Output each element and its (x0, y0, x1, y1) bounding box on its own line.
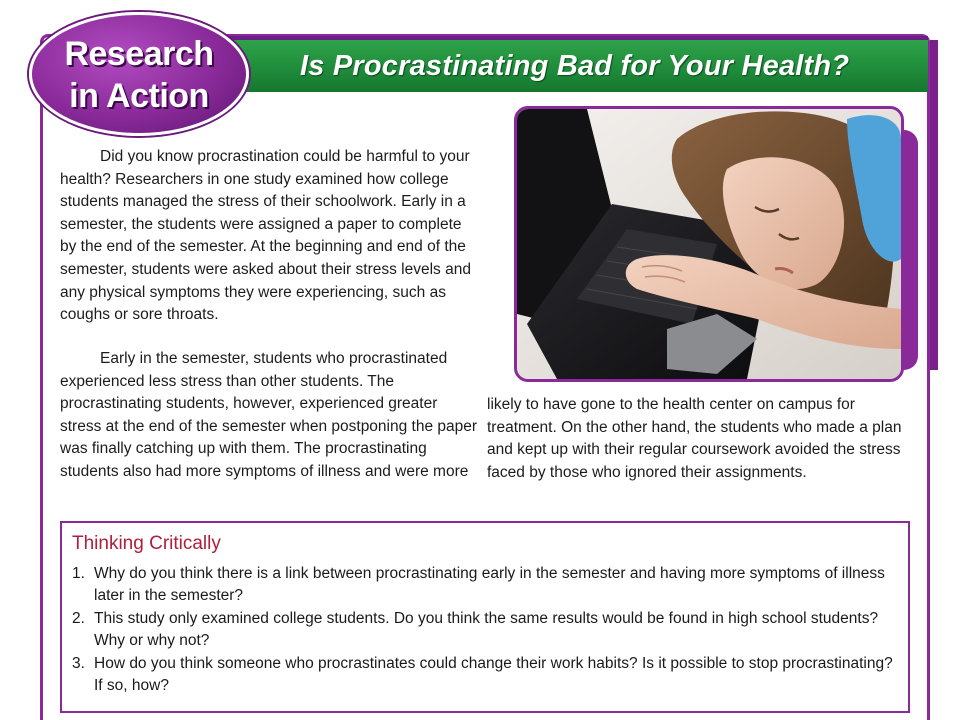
badge-line-1: Research (64, 35, 214, 73)
thinking-critically-title: Thinking Critically (72, 533, 221, 554)
question-item (72, 653, 897, 696)
question-list (72, 563, 897, 698)
question-number: 1. (72, 565, 85, 582)
question-item (72, 608, 897, 651)
question-number: 3. (72, 655, 85, 672)
page-title: Is Procrastinating Bad for Your Health? (300, 50, 850, 82)
title-banner (200, 36, 928, 92)
article-paragraph-3: likely to have gone to the health center on campus for treatment. On the other hand, the students who made a plan and kept up with their regular coursework avoided the stress faced by those who ignored their assignments. (487, 396, 902, 481)
thinking-critically-box (60, 521, 910, 713)
article-paragraph-2: Early in the semester, students who procrastinated experienced less stress than other students. The procrastinating students, however, experienced greater stress at the end of the semester when postponing the paper was finally catching up with them. The procrastinating students also had more symptoms of illness and were more (60, 350, 478, 480)
research-in-action-badge (29, 12, 249, 136)
article-paragraph-1: Did you know procrastination could be harmful to your health? Researchers in one study examined how college students managed the stress of their schoolwork. Early in a semester, the students were assigned a paper to complete by the end of the semester. At the beginning and end of the semester, students were asked about their stress levels and any physical symptoms they were experiencing, such as coughs or sore throats. (60, 148, 471, 324)
frame-accent-bar (930, 40, 938, 370)
question-text: This study only examined college students. Do you think the same results would be found in high school students? Why or why not? (94, 610, 879, 649)
question-item (72, 563, 897, 606)
question-number: 2. (72, 610, 85, 627)
photo-illustration (517, 109, 901, 379)
question-text: Why do you think there is a link between procrastinating early in the semester and having more symptoms of illness later in the semester? (94, 565, 885, 604)
badge-line-2: in Action (69, 77, 209, 115)
question-text: How do you think someone who procrastinates could change their work habits? Is it possible to stop procrastinating? If so, how? (94, 655, 893, 694)
sleeping-student-laptop-photo (514, 106, 904, 382)
